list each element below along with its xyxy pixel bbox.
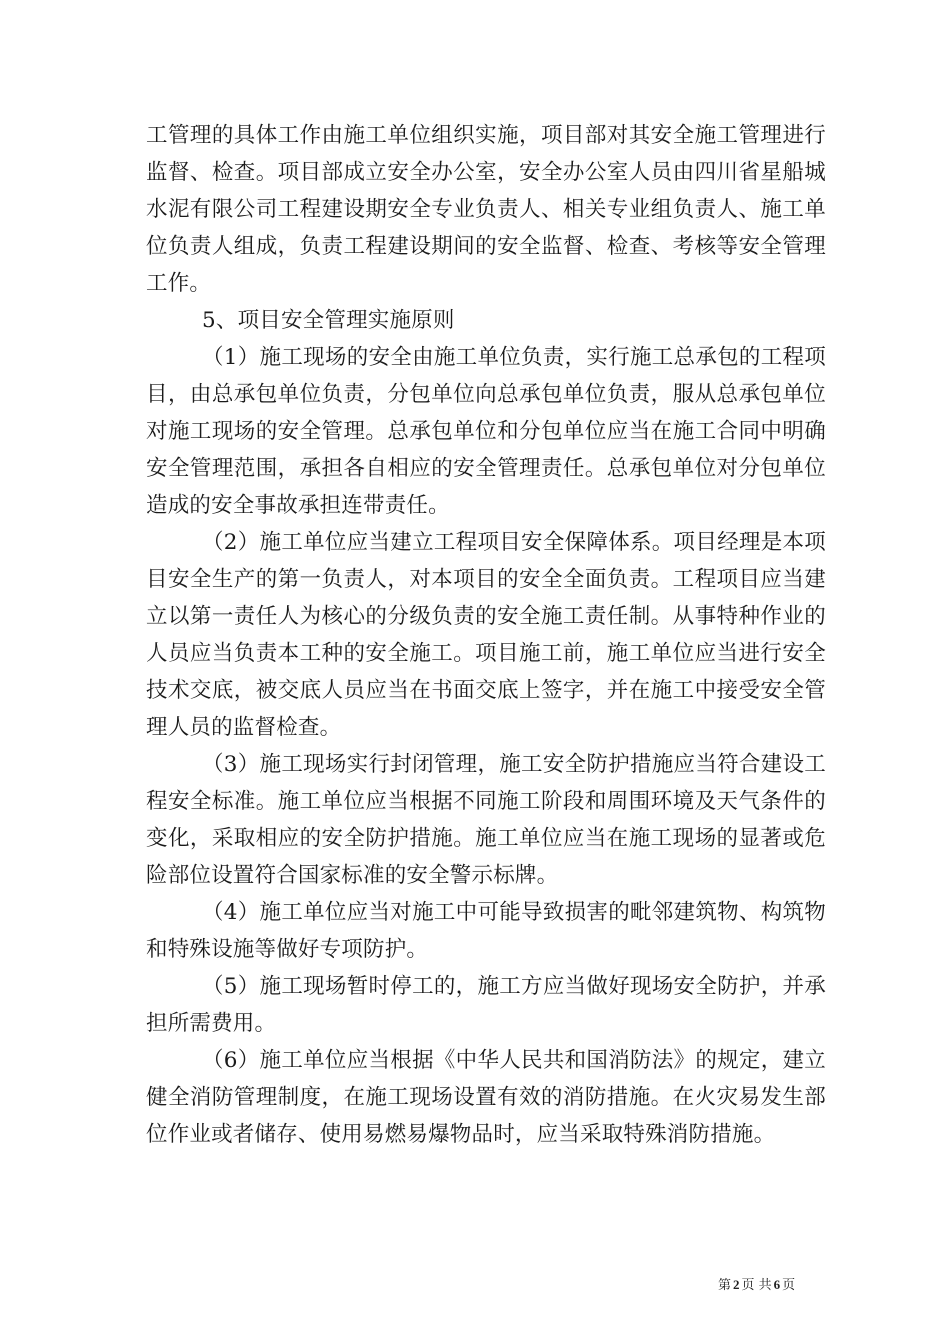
total-pages-number: 6 (773, 1277, 781, 1292)
section-heading-5: 5、项目安全管理实施原则 (202, 308, 455, 333)
footer-middle: 页 共 (741, 1278, 772, 1293)
paragraph-item-1: （1）施工现场的安全由施工单位负责，实行施工总承包的工程项目，由总承包单位负责，分包单位向总承包单位负责，服从总承包单位对施工现场的安全管理。总承包单位和分包单位应当在施工合同中明确安全管理范围，承担各自相应的安全管理责任。总承包单位对分包单位造成的安全事故承担连带责任。 (146, 345, 826, 518)
paragraph-item-6: （6）施工单位应当根据《中华人民共和国消防法》的规定，建立健全消防管理制度，在施工现场设置有效的消防措施。在火灾易发生部位作业或者储存、使用易燃易爆物品时，应当采取特殊消防措施。 (146, 1048, 826, 1147)
footer-prefix: 第 (718, 1278, 732, 1293)
page-number-footer (718, 1277, 795, 1294)
current-page-number: 2 (733, 1277, 740, 1292)
paragraph-item-2: （2）施工单位应当建立工程项目安全保障体系。项目经理是本项目安全生产的第一负责人，对本项目的安全全面负责。工程项目应当建立以第一责任人为核心的分级负责的安全施工责任制。从事特种作业的人员应当负责本工种的安全施工。项目施工前，施工单位应当进行安全技术交底，被交底人员应当在书面交底上签字，并在施工中接受安全管理人员的监督检查。 (146, 530, 826, 740)
paragraph-continuation: 工管理的具体工作由施工单位组织实施，项目部对其安全施工管理进行监督、检查。项目部成立安全办公室，安全办公室人员由四川省星船城水泥有限公司工程建设期安全专业负责人、相关专业组负责人、施工单位负责人组成，负责工程建设期间的安全监督、检查、考核等安全管理工作。 (146, 123, 826, 296)
paragraph-item-4: （4）施工单位应当对施工中可能导致损害的毗邻建筑物、构筑物和特殊设施等做好专项防护。 (146, 900, 826, 962)
paragraph-item-3: （3）施工现场实行封闭管理，施工安全防护措施应当符合建设工程安全标准。施工单位应当根据不同施工阶段和周围环境及天气条件的变化，采取相应的安全防护措施。施工单位应当在施工现场的显著或危险部位设置符合国家标准的安全警示标牌。 (146, 752, 826, 888)
paragraph-item-5: （5）施工现场暂时停工的，施工方应当做好现场安全防护，并承担所需费用。 (146, 974, 826, 1036)
document-body (146, 117, 826, 1153)
footer-suffix: 页 (782, 1278, 796, 1293)
